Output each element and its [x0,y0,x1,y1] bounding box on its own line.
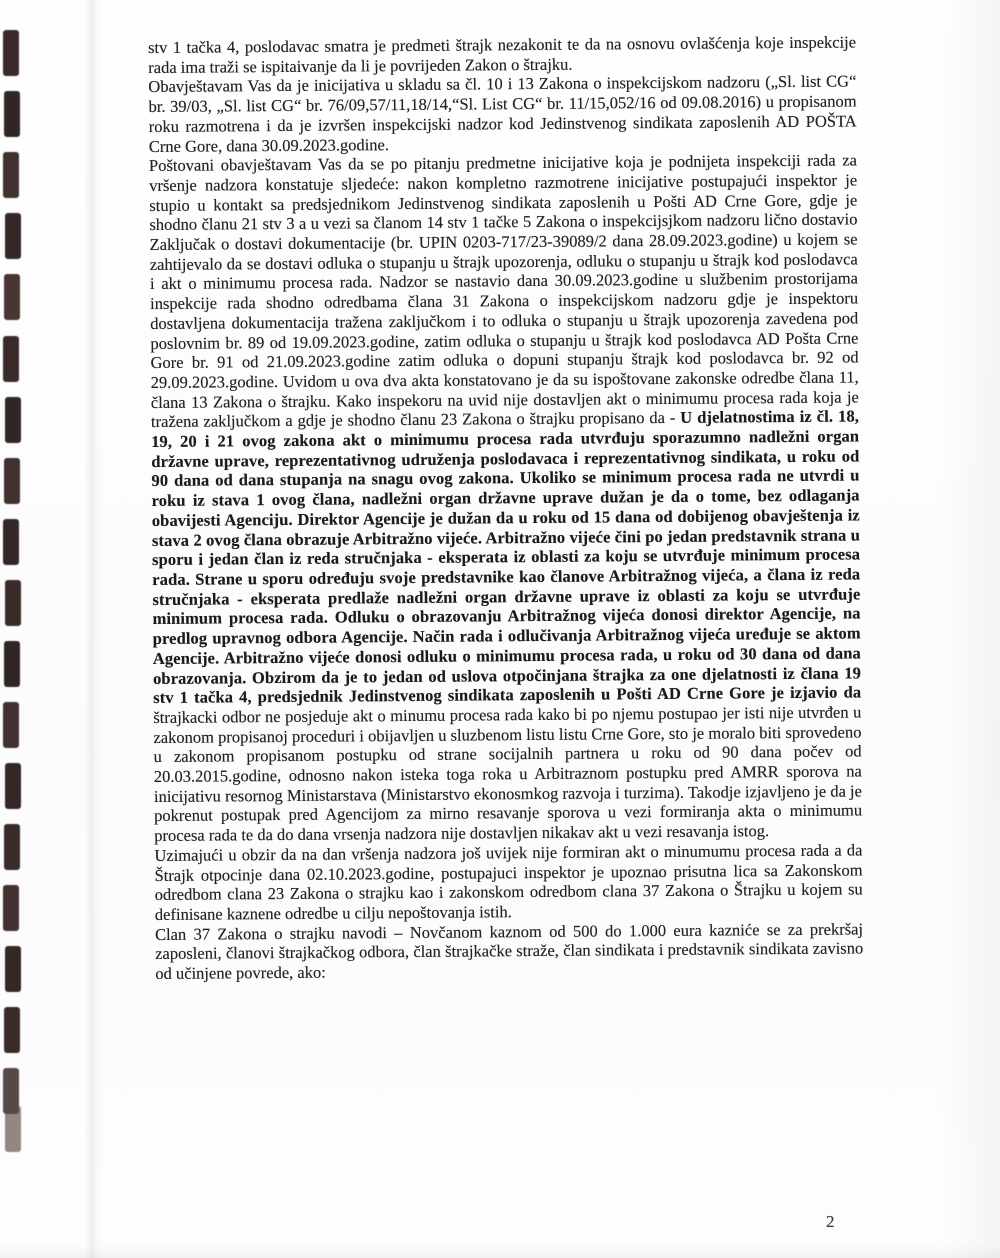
paragraph [148,72,857,156]
paragraph [148,32,856,77]
text-segment: Obavještavam Vas da je inicijativa u skladu sa čl. 10 i 13 Zakona o inspekcijskom nadzoru („Sl. list CG“ br. 39/03, „Sl. list CG“ br. 76/09,57/11,18/14,“Sl. List CG“ br. 11/15,052/16 od 09.08.2016) u propisanom roku razmotrena i da je izvršen inspekcijski nadzor kod Jedinstvenog sindikata zaposlenih AD POŠTA Crne Gore, dana 30.09.2023.godine. [148,71,857,156]
document-body-text [148,32,863,983]
page-crease-shadow [84,0,102,1258]
paragraph [155,919,863,984]
text-segment: stv 1 tačka 4, poslodavac smatra je predmeti štrajk nezakonit te da na osnovu ovlašćenja koje inspekcije rada ima traži se ispitaivanje da li je povrijeden Zakon o štrajku. [148,32,857,77]
text-segment: Poštovani obavještavam Vas da se po pitanju predmetne inicijative koja je podnijeta inspekciji rada za vršenje nadzora konstatuje sljedeće: nakon kompletno razmotrene inicijative postupajući inspektor je stupio u kontakt sa predsjednikom Jedinstvenog sindikata zaposlenih u Pošti AD Crne Gore, gdje je shodno članu 21 stv 3 a u vezi sa članom 14 stv 1 tačke 5 Zakona o inspekcijsjkom nadzoru lično dostavio Zaključak o dostavi dokumentacije (br. UPIN 0203-717/23-39089/2 dana 28.09.2023.godine) u kojem se zahtijevalo da se dostavi odluka o stupanju u štrajk upozorenja, odluku o stupanju u štrajk kod poslodavca i akt o minimumu procesa rada. Nadzor se nastavio dana 30.09.2023.godine u službenim prostorijama inspekcije rada shodno odredbama člana 31 Zakona o inspekcijskom nadzoru gdje je inspektoru dostavljena dokumentacija tražena zaključkom i to odluka o stupanju u štrajk upozorenja zavedena pod poslovnim br. 89 od 19.09.2023.godine, zatim odluka o stupanju u štrajk kod poslodavca AD Pošta Crne Gore br. 91 od 21.09.2023.godine zatim odluka o dopuni stupanju štrajk kod poslodavca br. 92 od 29.09.2023.godine. Uvidom u ova dva akta konstatovano je da su ispoštovane zakonske odredbe člana 11, člana 13 Zakona o štrajku. Kako inspekoru na uvid nije dostavljen akt o minimumu procesa rada koja je tražena zaključkom a gdje je shodno članu 23 Zakona o štrajku propisano da - [148,150,859,432]
scan-edge-artifacts [3,30,19,76]
page-number: 2 [826,1212,835,1231]
text-segment: Clan 37 Zakona o strajku navodi – Novčanom kaznom od 500 do 1.000 eura kazniće se za prekršaj zaposleni, članovi štrajkačkog odbora, član štrajkačke straže, član sindikata i predstavnik sindikata zavisno od učinjene povrede, ako: [154,919,864,984]
scan-bottom-edge-shadow [0,1244,1000,1258]
scan-right-edge-shadow [940,0,1000,1258]
paragraph [149,151,862,846]
bold-text-segment: U djelatnostima iz čl. 18, 19, 20 i 21 ovog zakona akt o minimumu procesa rada utvrđuju sporazumno nadležni organ državne uprave, reprezentativnog udruženja poslodavaca i reprezentativnog sindikata, u roku od 90 dana od dana stupanja na snagu ovog zakona. Ukoliko se minimum procesa rada ne utvrdi u roku iz stava 1 ovog člana, nadležni organ državne uprave dužan je da o tome, bez odlaganja obavijesti Agenciju. Direktor Agencije je dužan da u roku od 15 dana od dobijenog obavještenja iz stava 2 ovog člana obrazuje Arbitražno vijeće. Arbitražno vijeće čini po jedan predstavnik strana u sporu i jedan član iz reda stručnjaka - eksperata iz oblasti za koju se utvrđuje minimum procesa rada. Strane u sporu određuju svoje predstavnike kao članove Arbitražnog vijeća, a člana iz reda stručnjaka - eksperata predlaže nadležni organ državne uprave iz oblasti za koju se utvrđuje minimum procesa rada. Odluku o obrazovanju Arbitražnog vijeća donosi direktor Agencije, na predlog upravnog odbora Agencije. Način rada i odlučivanja Arbitražnog vijeća uređuje se aktom Agencije. Arbitražno vijeće donosi odluku o minimumu procesa rada, u roku od 30 dana od dana obrazovanja. Obzirom da je to jedan od uslova otpočinjana štrajka za one djelatnosti iz člana 19 stv 1 tačka 4, predsjednik Jedinstvenog sindikata zaposlenih u Pošti AD Crne Gore je izjavio da [151,406,862,708]
text-segment: Uzimajući u obzir da na dan vršenja nadzora još uvijek nije formiran akt o minumumu procesa rada a da Štrajk otpocinje dana 02.10.2023.godine, postupajuci inspektor je upoznao prisutna lica sa Zakonskom odredbom clana 23 Zakona o strajku kao i zakonskom odredbom clana 37 Zakona o Štrajku u kojem su definisane kaznene odredbe u cilju nepoštovanja istih. [154,840,863,924]
text-segment: štrajkacki odbor ne posjeduje akt o minumu procesa rada kako bi po njemu postupao jer isti nije utvrđen u zakonom propisanoj proceduri i obijavljen u sluzbenom listu listu Crne Gore, sto je moralo biti sprovedeno u zakonom propisanom postupku od strane socijalnih partnera u roku od 90 dana počev od 20.03.2015.godine, odnosno nakon isteka toga roka u Arbitraznom postupku pred AMRR sporova na inicijativu resornog Ministarstava (Ministarstvo ekonosmkog razvoja i turzima). Takodje izjavljeno je da je pokrenut postupak pred Agencijom za mirno resavanje sporova u vezi formiranja akta o minimumu procesa rada te da do dana vrsenja nadzora nije dostavljen nikakav akt u vezi resavanja istog. [153,702,863,846]
paragraph [154,840,863,924]
